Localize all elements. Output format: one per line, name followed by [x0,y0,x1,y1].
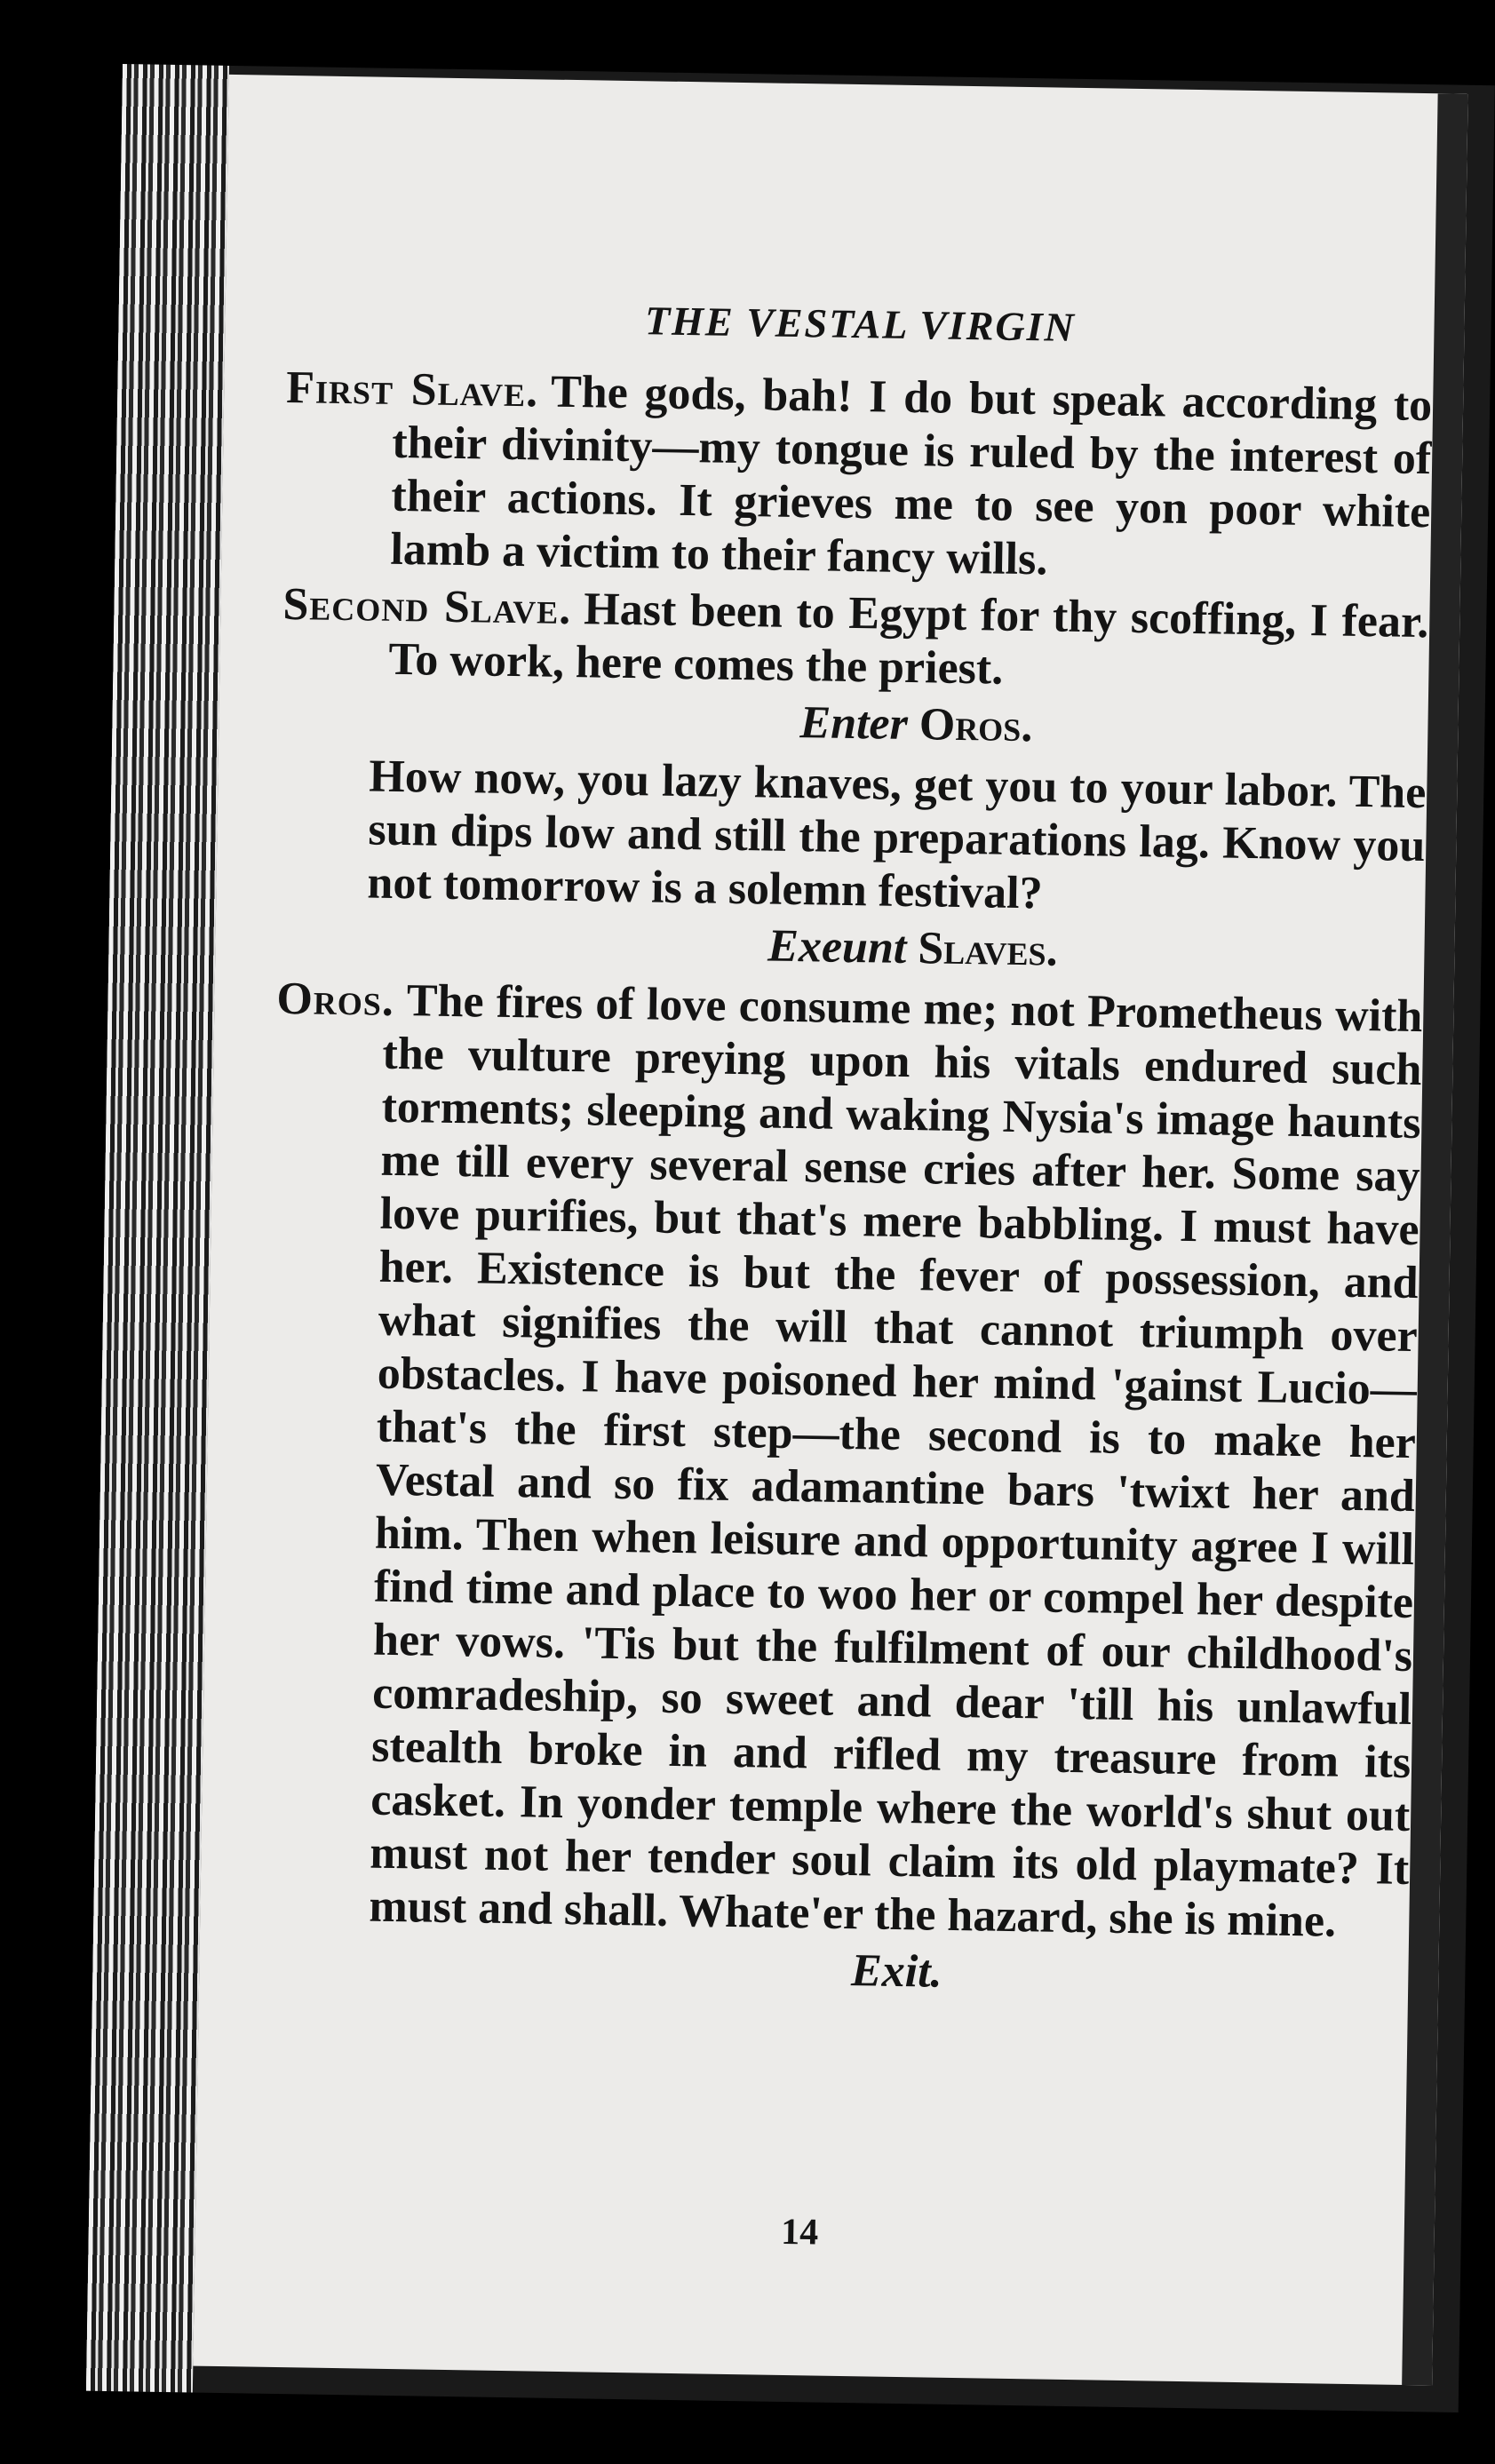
oros-lines: How now, you lazy knaves, get you to your labor. The sun dips low and still the preparations lag. Know you not tomorrow is a solemn festival? [367,751,1427,919]
speech-first-slave [283,362,1433,592]
page-text [261,289,1434,2014]
direction-verb: Exeunt [767,920,907,974]
stage-direction-exeunt [402,914,1424,983]
speech-text: Hast been to Egypt for thy scoffing, I fear. To work, here comes the priest. [388,584,1429,695]
running-header: THE VESTAL VIRGIN [644,298,1077,350]
speech-text: The gods, bah! I do but speak according to their divinity—my tongue is ruled by the interest of their actions. It grieves me to see yon poor white lamb a victim to their fancy wills. [390,366,1433,585]
speaker-label: Second Slave. [282,578,572,635]
stage-direction-exit [386,1937,1408,2007]
stage-direction-enter [405,690,1427,759]
speech-oros [262,973,1423,1950]
direction-exit: Exit. [850,1945,943,1998]
speech-second-slave [282,578,1429,703]
book-page [193,75,1467,2386]
page-number: 14 [780,2211,819,2253]
speech-text: The fires of love consume me; not Prometheus with the vulture preying upon his vitals endured such torments; sleeping and waking Nysia's image haunts me till every several sense cries after her. Some say love purifies, but that's mere babbling. I must have her. Existence is but the fever of possession, and what signifies the will that cannot triumph over obstacles. I have poisoned her mind 'gainst Lucio—that's the first step—the second is to make her Vestal and so fix adamantine bars 'twixt her and him. Then when leisure and opportunity agree I will find time and place to woo her or compel her despite her vows. 'Tis but the fulfilment of our childhood's comradeship, so sweet and dear 'till his unlawful stealth broke in and rifled my treasure from its casket. In yonder temple where the world's shut out must not her tender soul claim its old playmate? It must and shall. Whate'er the hazard, she is mine. [369,975,1423,1947]
book-page-block [86,64,1495,2412]
speaker-label: Oros. [276,973,395,1026]
direction-name: Slaves. [917,923,1059,976]
speaker-label: First Slave. [285,362,539,417]
direction-name: Oros. [918,699,1033,752]
direction-verb: Enter [799,697,909,750]
